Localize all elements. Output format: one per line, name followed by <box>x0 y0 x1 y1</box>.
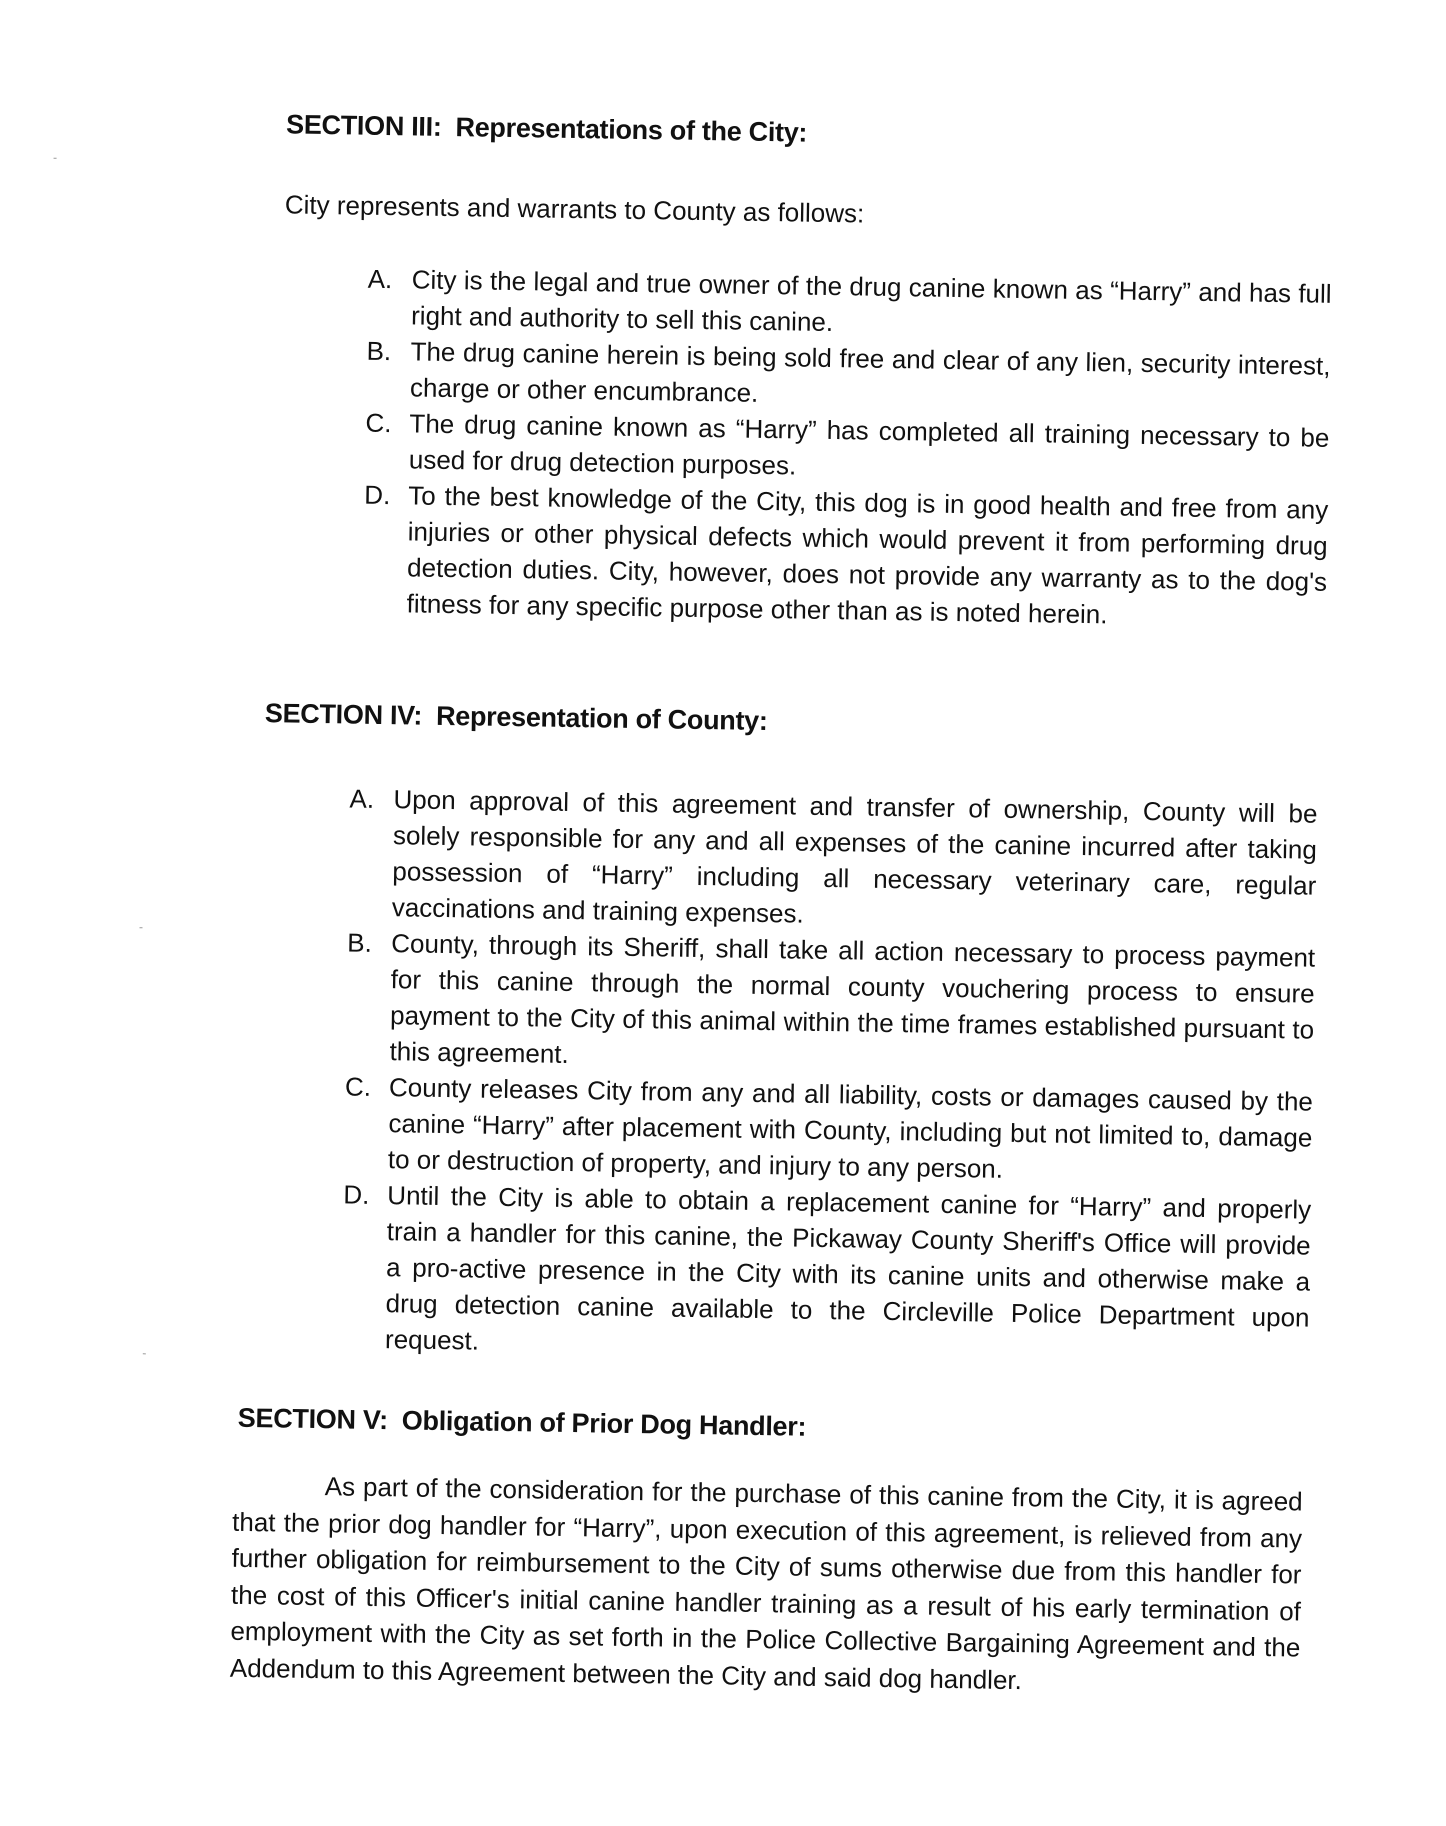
item-letter: C. <box>344 1071 372 1102</box>
item-text: Upon approval of this agreement and transfer of ownership, County will be solely responsible for any and all expenses of the canine incurred after taking possession of “Harry” including all necessary veterinary care, regular vaccinations and training expenses. <box>391 784 1318 929</box>
section-5-title: Obligation of Prior Dog Handler: <box>401 1405 807 1442</box>
list-item <box>343 1177 1312 1371</box>
item-text: To the best knowledge of the City, this dog is in good health and free from any injuries or other physical defects which would prevent it from performing drug detection duties. City, however, does not provide any warranty as to the dog's fitness for any specific purpose other than as is noted herein. <box>406 480 1329 630</box>
item-letter: B. <box>366 335 392 367</box>
item-letter: B. <box>347 927 373 958</box>
list-item <box>347 925 1316 1083</box>
item-letter: C. <box>365 407 392 439</box>
item-letter: A. <box>349 783 375 814</box>
section-4-number: SECTION IV: <box>264 698 423 731</box>
section-4-list <box>343 781 1318 1371</box>
section-3-title: Representations of the City: <box>455 112 808 148</box>
section-5-number: SECTION V: <box>237 1402 389 1436</box>
item-letter: A. <box>367 263 393 295</box>
section-5-paragraph: As part of the consideration for the purchase of this canine from the City, it is agreed that the prior dog handler for “Harry”, upon execution of this agreement, is relieved from any further obligation for reimbursement to the City of sums otherwise due from this handler for the cost of this Officer's initial canine handler training as a result of his early termination of employment with the City as set forth in the Police Collective Bargaining Agreement and the Addendum to this Agreement between the City and said dog handler. <box>229 1471 1303 1695</box>
scan-speck <box>143 1353 146 1354</box>
section-5-heading <box>238 1403 807 1443</box>
section-4-heading <box>265 698 768 737</box>
section-4-title: Representation of County: <box>435 700 768 737</box>
item-text: County releases City from any and all liability, costs or damages caused by the canine “Harry” after placement with County, including but not limited to, damage to or destruction of property, and injury to any person. <box>387 1072 1314 1184</box>
scan-speck <box>139 927 142 928</box>
section-3-list <box>364 261 1332 635</box>
section-3-heading <box>286 109 808 148</box>
item-text: The drug canine herein is being sold free and clear of any lien, security interest, charge or other encumbrance. <box>409 336 1331 408</box>
item-text: The drug canine known as “Harry” has completed all training necessary to be used for drug detection purposes. <box>408 408 1330 481</box>
list-item <box>364 477 1329 635</box>
item-text: County, through its Sheriff, shall take all action necessary to process payment for this canine through the normal county vouchering process to ensure payment to the City of this animal within the time frames established pursuant to this agreement. <box>389 928 1316 1069</box>
item-text: Until the City is able to obtain a replacement canine for “Harry” and properly train a handler for this canine, the Pickaway County Sheriff's Office will provide a pro-active presence in the City with its canine units and otherwise make a drug detection canine available to the Circleville Police Department upon request. <box>384 1180 1312 1356</box>
scan-speck <box>54 158 57 159</box>
list-item <box>349 781 1318 939</box>
item-text: City is the legal and true owner of the drug canine known as “Harry” and has full right and authority to sell this canine. <box>410 264 1332 338</box>
section-3-intro: City represents and warrants to County as follows: <box>284 189 865 229</box>
list-item <box>344 1069 1314 1192</box>
item-letter: D. <box>343 1179 370 1210</box>
item-letter: D. <box>364 479 391 511</box>
section-3-number: SECTION III: <box>285 109 442 142</box>
